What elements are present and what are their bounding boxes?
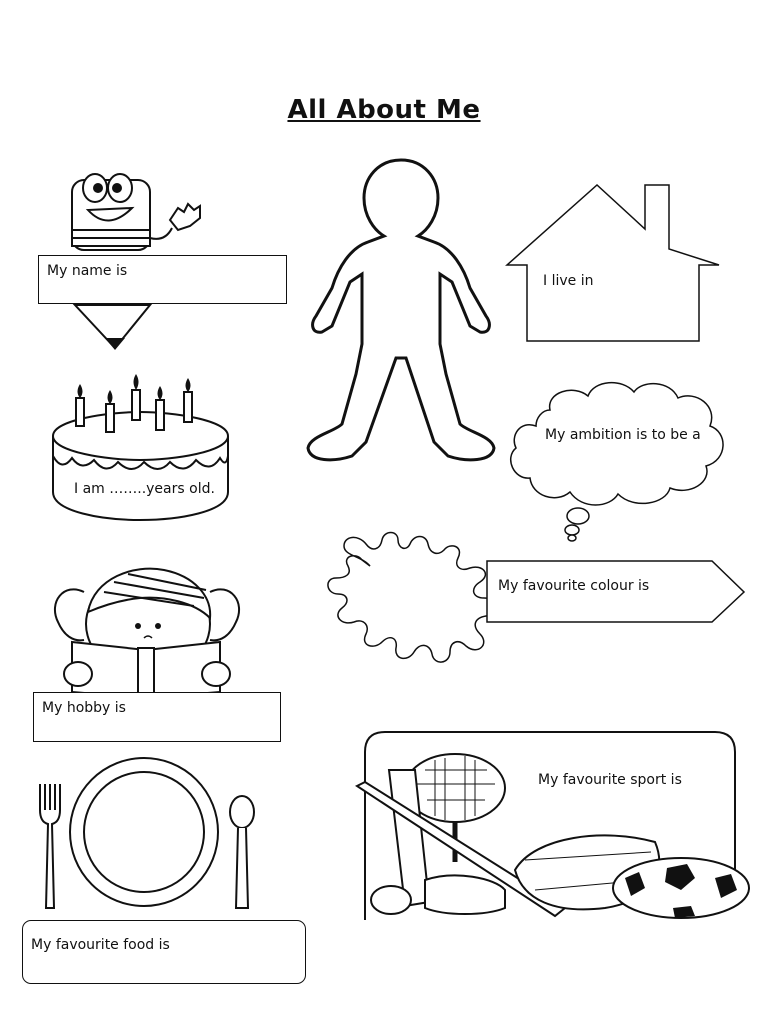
paint-splat-icon — [310, 526, 502, 674]
sports-equipment-icon — [355, 730, 747, 922]
food-field[interactable] — [22, 920, 306, 984]
page-title: All About Me — [287, 95, 481, 125]
name-field[interactable] — [38, 255, 287, 304]
live-prompt: I live in — [543, 273, 594, 289]
food-prompt: My favourite food is — [31, 937, 170, 953]
colour-prompt: My favourite colour is — [498, 578, 650, 594]
age-prompt: I am ……..years old. — [74, 481, 215, 497]
plate-cutlery-icon — [36, 756, 258, 912]
person-outline-icon — [306, 158, 496, 466]
birthday-cake-icon — [48, 372, 233, 522]
thought-cloud-icon — [506, 376, 731, 542]
name-prompt: My name is — [47, 263, 128, 279]
ambition-prompt: My ambition is to be a — [545, 427, 701, 443]
sport-prompt: My favourite sport is — [538, 772, 682, 788]
hobby-field[interactable] — [33, 692, 281, 742]
house-icon — [505, 183, 721, 343]
hobby-prompt: My hobby is — [42, 700, 126, 716]
